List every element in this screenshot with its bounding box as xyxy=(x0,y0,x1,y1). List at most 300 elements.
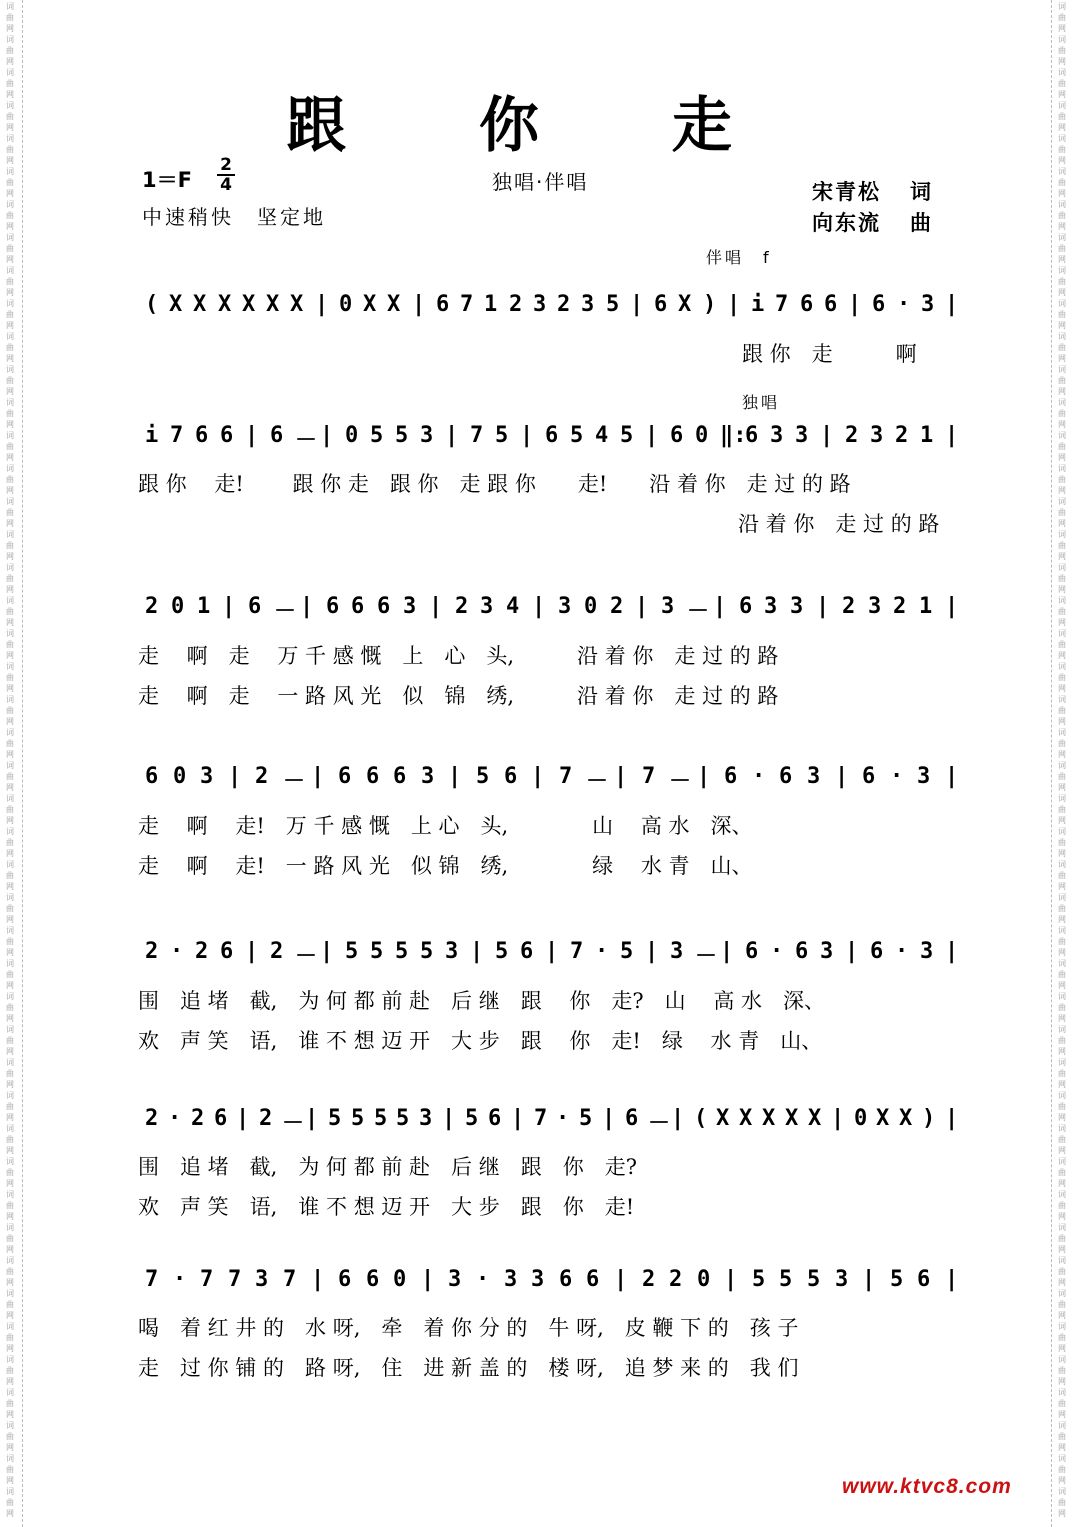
barline: | xyxy=(724,1267,738,1292)
barline: | xyxy=(614,1267,628,1292)
watermark-glyph: 曲 xyxy=(6,706,14,715)
note: 6 xyxy=(338,764,352,789)
watermark-glyph: 网 xyxy=(1058,717,1066,726)
watermark-glyph: 网 xyxy=(6,1245,14,1254)
watermark-glyph: 曲 xyxy=(1058,904,1066,913)
watermark-glyph: 曲 xyxy=(1058,310,1066,319)
watermark-glyph: 网 xyxy=(6,222,14,231)
watermark-glyph: 网 xyxy=(1058,1278,1066,1287)
barline: | xyxy=(630,292,644,317)
watermark-glyph: 曲 xyxy=(1058,1267,1066,1276)
watermark-glyph: 词 xyxy=(6,1091,14,1100)
watermark-glyph: 词 xyxy=(1058,1025,1066,1034)
watermark-glyph: 词 xyxy=(1058,1157,1066,1166)
watermark-glyph: 网 xyxy=(1058,816,1066,825)
watermark-glyph: 曲 xyxy=(1058,1234,1066,1243)
watermark-glyph: 曲 xyxy=(1058,244,1066,253)
watermark-glyph: 词 xyxy=(1058,893,1066,902)
note: 5 xyxy=(620,423,634,448)
note: 6 xyxy=(488,1106,502,1131)
watermark-glyph: 词 xyxy=(1058,1421,1066,1430)
watermark-glyph: 网 xyxy=(6,24,14,33)
note: X xyxy=(193,292,207,317)
note: 7 xyxy=(775,292,789,317)
watermark-glyph: 曲 xyxy=(6,1201,14,1210)
watermark-glyph: 曲 xyxy=(6,442,14,451)
watermark-glyph: 词 xyxy=(1058,629,1066,638)
watermark-glyph: 曲 xyxy=(6,640,14,649)
note: 0 xyxy=(584,594,598,619)
watermark-glyph: 词 xyxy=(6,959,14,968)
watermark-glyph: 曲 xyxy=(1058,970,1066,979)
watermark-glyph: 网 xyxy=(6,1080,14,1089)
note: 5 xyxy=(345,939,359,964)
note: 6 xyxy=(270,423,284,448)
watermark-glyph: 网 xyxy=(6,288,14,297)
watermark-glyph: 网 xyxy=(6,321,14,330)
watermark-glyph: 网 xyxy=(1058,90,1066,99)
barline: | xyxy=(945,292,959,317)
barline: | xyxy=(531,764,545,789)
watermark-glyph: 网 xyxy=(1058,1212,1066,1221)
watermark-glyph: 曲 xyxy=(1058,673,1066,682)
note: 5 xyxy=(890,1267,904,1292)
watermark-glyph: 词 xyxy=(6,464,14,473)
watermark-glyph: 曲 xyxy=(1058,937,1066,946)
note: 7 xyxy=(470,423,484,448)
note: 2 xyxy=(259,1106,273,1131)
watermark-glyph: 网 xyxy=(1058,420,1066,429)
note: X xyxy=(762,1106,776,1131)
watermark-glyph: 曲 xyxy=(1058,1399,1066,1408)
watermark-glyph: 词 xyxy=(6,2,14,11)
watermark-glyph: 曲 xyxy=(6,541,14,550)
watermark-glyph: 词 xyxy=(1058,992,1066,1001)
watermark-glyph: 网 xyxy=(6,90,14,99)
watermark-glyph: 网 xyxy=(6,486,14,495)
note: 6 xyxy=(351,594,365,619)
barline: | xyxy=(311,764,325,789)
watermark-glyph: 词 xyxy=(6,365,14,374)
watermark-glyph: 网 xyxy=(6,882,14,891)
note: 2 xyxy=(195,939,209,964)
note: 6 xyxy=(145,764,159,789)
watermark-glyph: 网 xyxy=(1058,24,1066,33)
watermark-glyph: 词 xyxy=(6,596,14,605)
watermark-glyph: 曲 xyxy=(1058,706,1066,715)
watermark-glyph: 网 xyxy=(6,1146,14,1155)
note: 3 xyxy=(448,1267,462,1292)
watermark-glyph: 曲 xyxy=(1058,112,1066,121)
watermark-glyph: 网 xyxy=(6,981,14,990)
watermark-glyph: 曲 xyxy=(6,46,14,55)
barline: | xyxy=(945,939,959,964)
note: 6 xyxy=(745,939,759,964)
watermark-glyph: 网 xyxy=(1058,849,1066,858)
note: 6 xyxy=(220,423,234,448)
note: 3 xyxy=(790,594,804,619)
watermark-glyph: 词 xyxy=(1058,2,1066,11)
watermark-glyph: 网 xyxy=(6,1179,14,1188)
note: 3 xyxy=(531,1267,545,1292)
score-system xyxy=(0,1106,1074,1146)
barline: | xyxy=(520,423,534,448)
note: X xyxy=(678,292,692,317)
watermark-glyph: 曲 xyxy=(1058,1135,1066,1144)
watermark-glyph: 词 xyxy=(1058,332,1066,341)
note: 6 xyxy=(917,1267,931,1292)
note: ) xyxy=(703,292,717,317)
watermark-glyph: 词 xyxy=(6,695,14,704)
watermark-glyph: 曲 xyxy=(1058,1036,1066,1045)
barline: | xyxy=(713,594,727,619)
watermark-glyph: 曲 xyxy=(6,871,14,880)
lyricist-name: 宋青松 xyxy=(812,180,881,204)
watermark-glyph: 词 xyxy=(6,926,14,935)
note: 0 xyxy=(173,764,187,789)
watermark-glyph: 曲 xyxy=(6,673,14,682)
note: 5 xyxy=(395,939,409,964)
watermark-glyph: 曲 xyxy=(1058,1498,1066,1507)
watermark-glyph: 曲 xyxy=(1058,343,1066,352)
watermark-glyph: 网 xyxy=(6,57,14,66)
watermark-glyph: 曲 xyxy=(6,1003,14,1012)
watermark-glyph: 词 xyxy=(1058,1322,1066,1331)
note: 2 xyxy=(610,594,624,619)
watermark-glyph: 曲 xyxy=(1058,475,1066,484)
watermark-glyph: 曲 xyxy=(1058,508,1066,517)
watermark-glyph: 网 xyxy=(6,519,14,528)
watermark-glyph: 词 xyxy=(1058,464,1066,473)
watermark-glyph: 词 xyxy=(6,761,14,770)
note: 2 xyxy=(270,939,284,964)
note: 2 xyxy=(557,292,571,317)
note: 6 xyxy=(545,423,559,448)
watermark-glyph: 曲 xyxy=(6,1135,14,1144)
watermark-glyph: 词 xyxy=(1058,596,1066,605)
watermark-glyph: 网 xyxy=(6,783,14,792)
watermark-glyph: 网 xyxy=(6,816,14,825)
note: 2 xyxy=(845,423,859,448)
note: 5 xyxy=(395,423,409,448)
note: 6 xyxy=(800,292,814,317)
note: 1 xyxy=(484,292,498,317)
watermark-glyph: 网 xyxy=(6,1410,14,1419)
watermark-glyph: 词 xyxy=(6,662,14,671)
barline: | xyxy=(300,594,314,619)
barline: | xyxy=(835,764,849,789)
barline: | xyxy=(945,1106,959,1131)
watermark-glyph: 网 xyxy=(1058,288,1066,297)
note: 6 xyxy=(220,939,234,964)
note: 2 xyxy=(455,594,469,619)
note: 3 xyxy=(820,939,834,964)
watermark-glyph: 曲 xyxy=(1058,145,1066,154)
lyric-line: 围 追 堵 截, 为 何 都 前 赴 后 继 跟 你 走? xyxy=(138,1155,637,1179)
note: 7 xyxy=(283,1267,297,1292)
lyric-line: 沿 着 你 走 过 的 路 xyxy=(738,512,940,536)
barline: | xyxy=(315,292,329,317)
time-signature-bottom: 4 xyxy=(220,175,232,195)
barline: | xyxy=(470,939,484,964)
watermark-glyph: 曲 xyxy=(1058,1003,1066,1012)
note: 6 xyxy=(779,764,793,789)
note: X xyxy=(739,1106,753,1131)
score-system xyxy=(0,594,1074,634)
watermark-glyph: 曲 xyxy=(1058,1432,1066,1441)
watermark-glyph: 网 xyxy=(6,387,14,396)
note: · xyxy=(770,939,784,964)
barline: | xyxy=(697,764,711,789)
watermark-glyph: 词 xyxy=(6,893,14,902)
lyricist-credit xyxy=(812,176,933,206)
watermark-glyph: 词 xyxy=(6,101,14,110)
watermark-glyph: 词 xyxy=(6,200,14,209)
barline: | xyxy=(245,423,259,448)
watermark-glyph: 词 xyxy=(6,1157,14,1166)
note: 3 xyxy=(921,292,935,317)
watermark-glyph: 网 xyxy=(6,453,14,462)
watermark-glyph: 网 xyxy=(1058,1410,1066,1419)
barline: | xyxy=(645,423,659,448)
watermark-glyph: 曲 xyxy=(6,1036,14,1045)
note: 2 xyxy=(191,1106,205,1131)
watermark-glyph: 网 xyxy=(1058,585,1066,594)
note: 3 xyxy=(255,1267,269,1292)
watermark-glyph: 曲 xyxy=(6,1333,14,1342)
watermark-glyph: 词 xyxy=(1058,266,1066,275)
watermark-glyph: 网 xyxy=(6,1113,14,1122)
watermark-glyph: 词 xyxy=(1058,1124,1066,1133)
performance-type: 独唱·伴唱 xyxy=(492,170,589,194)
note: 6 xyxy=(724,764,738,789)
watermark-glyph: 曲 xyxy=(1058,838,1066,847)
watermark-glyph: 曲 xyxy=(1058,1168,1066,1177)
watermark-glyph: 网 xyxy=(1058,1245,1066,1254)
note: 3 xyxy=(917,764,931,789)
note: 5 xyxy=(370,939,384,964)
watermark-glyph: 网 xyxy=(1058,948,1066,957)
watermark-glyph: 网 xyxy=(1058,1476,1066,1485)
note: 6 xyxy=(520,939,534,964)
note: 1 xyxy=(197,594,211,619)
note: 3 xyxy=(770,423,784,448)
lyric-line: 围 追 堵 截, 为 何 都 前 赴 后 继 跟 你 走? 山 高 水 深、 xyxy=(138,989,826,1013)
watermark-glyph: 词 xyxy=(6,68,14,77)
watermark-glyph: 词 xyxy=(6,299,14,308)
watermark-glyph: 网 xyxy=(1058,618,1066,627)
watermark-glyph: 网 xyxy=(6,1443,14,1452)
note: 3 xyxy=(870,423,884,448)
note: 5 xyxy=(752,1267,766,1292)
watermark-glyph: 词 xyxy=(1058,926,1066,935)
watermark-glyph: 网 xyxy=(1058,882,1066,891)
solo-direction: 独唱 xyxy=(742,393,781,412)
watermark-glyph: 曲 xyxy=(1058,13,1066,22)
watermark-glyph: 词 xyxy=(6,728,14,737)
watermark-glyph: 曲 xyxy=(6,13,14,22)
watermark-glyph: 曲 xyxy=(6,772,14,781)
watermark-glyph: 曲 xyxy=(1058,1465,1066,1474)
watermark-glyph: 曲 xyxy=(6,244,14,253)
watermark-glyph: 网 xyxy=(6,651,14,660)
note: X xyxy=(266,292,280,317)
watermark-glyph: 网 xyxy=(1058,156,1066,165)
note: 5 xyxy=(579,1106,593,1131)
watermark-glyph: 词 xyxy=(1058,431,1066,440)
watermark-glyph: 曲 xyxy=(6,1366,14,1375)
watermark-glyph: 网 xyxy=(1058,1509,1066,1518)
watermark-glyph: 网 xyxy=(6,585,14,594)
watermark-glyph: 词 xyxy=(1058,728,1066,737)
note: 6 xyxy=(366,764,380,789)
watermark-glyph: 词 xyxy=(1058,101,1066,110)
watermark-glyph: 词 xyxy=(1058,1289,1066,1298)
note: 4 xyxy=(595,423,609,448)
watermark-glyph: 曲 xyxy=(6,739,14,748)
barline: | xyxy=(862,1267,876,1292)
note: 3 xyxy=(419,1106,433,1131)
note: 4 xyxy=(506,594,520,619)
watermark-glyph: 网 xyxy=(6,1344,14,1353)
watermark-glyph: 网 xyxy=(1058,1179,1066,1188)
song-title: 跟 你 走 xyxy=(286,91,788,161)
watermark-glyph: 网 xyxy=(1058,684,1066,693)
watermark-glyph: 曲 xyxy=(1058,376,1066,385)
note: X xyxy=(218,292,232,317)
watermark-glyph: 网 xyxy=(1058,1311,1066,1320)
watermark-glyph: 曲 xyxy=(6,277,14,286)
barline: | xyxy=(412,292,426,317)
watermark-glyph: 曲 xyxy=(6,475,14,484)
watermark-glyph: 词 xyxy=(1058,959,1066,968)
watermark-glyph: 词 xyxy=(1058,860,1066,869)
note: · xyxy=(897,292,911,317)
watermark-glyph: 网 xyxy=(1058,1344,1066,1353)
note: 0 xyxy=(339,292,353,317)
note: 5 xyxy=(807,1267,821,1292)
watermark-glyph: 曲 xyxy=(1058,277,1066,286)
note: 2 xyxy=(642,1267,656,1292)
score-system xyxy=(0,1267,1074,1307)
barline: | xyxy=(945,594,959,619)
note: 3 xyxy=(504,1267,518,1292)
watermark-glyph: 词 xyxy=(6,1256,14,1265)
barline: | xyxy=(236,1106,250,1131)
note: X xyxy=(290,292,304,317)
barline: | xyxy=(545,939,559,964)
watermark-glyph: 网 xyxy=(1058,1443,1066,1452)
score-system xyxy=(0,423,1074,463)
watermark-glyph: 词 xyxy=(1058,1223,1066,1232)
watermark-glyph: 网 xyxy=(6,1311,14,1320)
watermark-glyph: 网 xyxy=(6,354,14,363)
note: 6 xyxy=(586,1267,600,1292)
watermark-glyph: 网 xyxy=(6,123,14,132)
note: 6 xyxy=(559,1267,573,1292)
watermark-glyph: 曲 xyxy=(1058,1333,1066,1342)
watermark-glyph: 网 xyxy=(1058,552,1066,561)
note: 5 xyxy=(620,939,634,964)
lyricist-role: 词 xyxy=(910,180,933,204)
watermark-glyph: 曲 xyxy=(1058,211,1066,220)
watermark-glyph: 词 xyxy=(6,1223,14,1232)
watermark-glyph: 网 xyxy=(1058,321,1066,330)
watermark-glyph: 曲 xyxy=(6,1465,14,1474)
note: 3 xyxy=(200,764,214,789)
barline: | xyxy=(429,594,443,619)
watermark-glyph: 词 xyxy=(6,431,14,440)
note: ( xyxy=(694,1106,708,1131)
note: － xyxy=(295,944,318,969)
note: 6 xyxy=(436,292,450,317)
watermark-glyph: 曲 xyxy=(6,178,14,187)
watermark-glyph: 曲 xyxy=(1058,805,1066,814)
note: 2 xyxy=(145,1106,159,1131)
note: 2 xyxy=(145,594,159,619)
watermark-glyph: 词 xyxy=(1058,200,1066,209)
lyric-line: 走 啊 走! 万 千 感 慨 上 心 头, 山 高 水 深、 xyxy=(138,814,753,838)
note: · xyxy=(170,939,184,964)
tempo-marking: 中速稍快 坚定地 xyxy=(142,205,326,229)
note: 5 xyxy=(495,939,509,964)
watermark-glyph: 词 xyxy=(1058,299,1066,308)
watermark-glyph: 词 xyxy=(1058,68,1066,77)
barline: | xyxy=(320,939,334,964)
watermark-glyph: 词 xyxy=(6,134,14,143)
barline: | xyxy=(720,939,734,964)
note: － xyxy=(648,1111,671,1136)
watermark-glyph: 词 xyxy=(6,266,14,275)
note: · xyxy=(752,764,766,789)
note: 5 xyxy=(465,1106,479,1131)
note: 3 xyxy=(533,292,547,317)
note: 6 xyxy=(870,939,884,964)
watermark-glyph: 词 xyxy=(6,1355,14,1364)
note: 6 xyxy=(654,292,668,317)
watermark-glyph: 曲 xyxy=(1058,409,1066,418)
barline: | xyxy=(222,594,236,619)
barline: | xyxy=(228,764,242,789)
watermark-glyph: 曲 xyxy=(1058,1069,1066,1078)
note: 3 xyxy=(795,423,809,448)
watermark-glyph: 曲 xyxy=(1058,1300,1066,1309)
watermark-glyph: 网 xyxy=(6,156,14,165)
barline: | xyxy=(671,1106,685,1131)
watermark-glyph: 词 xyxy=(6,1025,14,1034)
note: 7 xyxy=(200,1267,214,1292)
watermark-glyph: 词 xyxy=(1058,167,1066,176)
note: 5 xyxy=(370,423,384,448)
note: 1 xyxy=(920,423,934,448)
watermark-glyph: 网 xyxy=(6,1212,14,1221)
barline: | xyxy=(602,1106,616,1131)
watermark-glyph: 曲 xyxy=(1058,607,1066,616)
note: 2 xyxy=(895,423,909,448)
note: 5 xyxy=(606,292,620,317)
note: · xyxy=(168,1106,182,1131)
lyric-line: 走 啊 走 万 千 感 慨 上 心 头, 沿 着 你 走 过 的 路 xyxy=(138,644,779,668)
time-signature xyxy=(216,156,236,194)
watermark-glyph: 曲 xyxy=(1058,79,1066,88)
watermark-glyph: 曲 xyxy=(6,1267,14,1276)
note: 6 xyxy=(824,292,838,317)
note: 7 xyxy=(460,292,474,317)
watermark-glyph: 网 xyxy=(1058,1014,1066,1023)
note: X xyxy=(363,292,377,317)
note: 6 xyxy=(326,594,340,619)
watermark-glyph: 网 xyxy=(6,189,14,198)
